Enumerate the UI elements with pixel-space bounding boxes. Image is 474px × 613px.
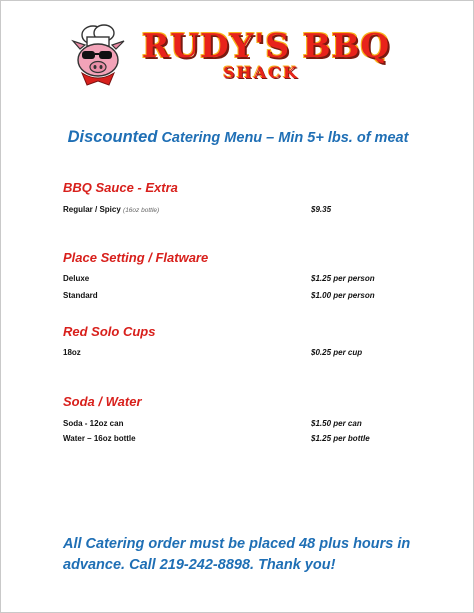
menu-item-name: Standard <box>63 291 98 300</box>
menu-item-price: $1.25 per person <box>311 274 375 283</box>
section-heading-soda-water: Soda / Water <box>63 394 142 409</box>
menu-item-name: Soda - 12oz can <box>63 419 124 428</box>
menu-item-price: $1.25 per bottle <box>311 434 370 443</box>
menu-item-name: Regular / Spicy <box>63 205 121 214</box>
section-heading-solo-cups: Red Solo Cups <box>63 324 156 339</box>
menu-item-note: (16oz bottle) <box>123 207 160 214</box>
menu-title-lead: Discounted <box>67 128 158 146</box>
footer-line-2: advance. Call 219-242-8898. Thank you! <box>63 557 336 573</box>
menu-item-price: $0.25 per cup <box>311 348 363 357</box>
menu-item-price: $1.50 per can <box>311 419 362 428</box>
section-heading-bbq-sauce: BBQ Sauce - Extra <box>63 180 178 195</box>
menu-item-name: 18oz <box>63 348 81 357</box>
menu-item-name: Water – 16oz bottle <box>63 434 136 443</box>
footer-notice <box>63 534 463 576</box>
menu-item-price: $9.35 <box>311 205 332 214</box>
pig-chef-icon <box>67 23 137 93</box>
menu-item <box>63 205 159 214</box>
menu-item-price: $1.00 per person <box>311 291 375 300</box>
menu-item-name: Deluxe <box>63 274 90 283</box>
section-heading-place-setting: Place Setting / Flatware <box>63 250 209 265</box>
logo-subtitle: SHACK <box>223 63 299 82</box>
menu-title-rest: Catering Menu – Min 5+ lbs. of meat <box>161 130 409 146</box>
logo-title: RUDY'S BBQ <box>141 26 391 65</box>
menu-title <box>1 128 474 147</box>
footer-line-1: All Catering order must be placed 48 plus hours in <box>63 536 411 552</box>
